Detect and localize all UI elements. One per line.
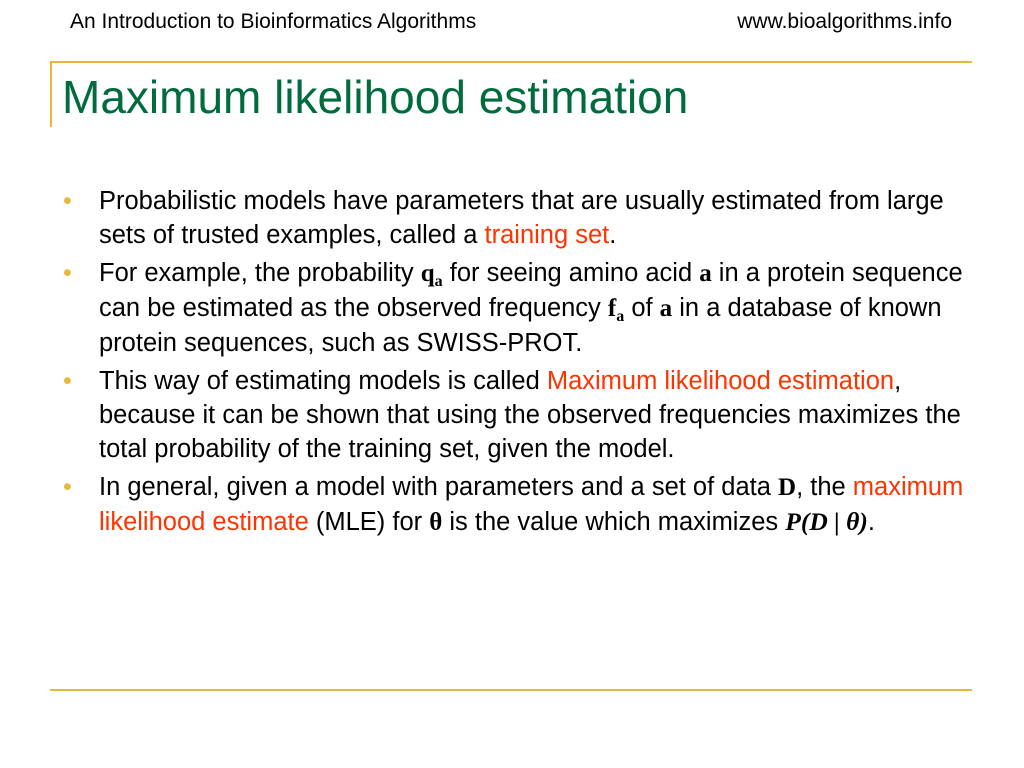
bullet-2-text-d: of [624, 294, 660, 322]
bullet-marker: • [63, 473, 72, 501]
title-side-divider [50, 61, 52, 127]
header-course-title: An Introduction to Bioinformatics Algorithms [70, 10, 477, 33]
bullet-4-text-e: . [867, 508, 875, 536]
bullet-marker: • [63, 187, 72, 215]
bullet-marker: • [63, 259, 72, 287]
bullet-4-text-a: In general, given a model with parameters and a set of data [99, 473, 778, 501]
symbol-f-a [607, 295, 625, 325]
top-divider [50, 61, 972, 63]
bullet-3-text-a: This way of estimating models is called [99, 367, 547, 395]
bullet-4-text-c: (MLE) for [308, 508, 430, 536]
term-maximum-likelihood-estimation: Maximum likelihood estimation [546, 367, 895, 395]
bullet-item-3 [60, 364, 965, 466]
bottom-divider [50, 689, 972, 691]
bullet-2-text-b: for seeing amino acid [442, 259, 700, 287]
bullet-1-text-b: . [609, 221, 617, 249]
symbol-a: a [699, 260, 712, 287]
bullet-1-text-a: Probabilistic models have parameters that are usually estimated from large sets of trusted examples, called a [99, 187, 944, 249]
bullet-2-text-e: in a database of known protein sequences, such as SWISS-PROT. [99, 294, 942, 357]
bullet-3-text-b: , because it can be shown that using the observed frequencies maximizes the total probability of the training set, given the model. [99, 367, 961, 463]
bullet-item-4 [60, 470, 965, 540]
symbol-q-a [420, 260, 443, 290]
bullet-4-text-d: is the value which maximizes [442, 508, 786, 536]
symbol-q: q [420, 260, 435, 287]
term-training-set: training set [484, 221, 610, 249]
bullet-list [60, 184, 965, 544]
slide-title: Maximum likelihood estimation [62, 71, 689, 123]
header-website: www.bioalgorithms.info [737, 10, 952, 33]
symbol-d: D [778, 474, 797, 501]
symbol-f-subscript: a [616, 308, 625, 325]
symbol-theta: θ [429, 509, 443, 536]
term-maximum-likelihood-estimate: maximum likelihood estimate [99, 473, 964, 536]
symbol-f: f [607, 295, 617, 322]
bullet-2-text-a: For example, the probability [99, 259, 421, 287]
expression-p-d-given-theta: P(D | θ) [785, 507, 868, 536]
symbol-a-second: a [659, 295, 673, 322]
bullet-2-text-c: in a protein sequence can be estimated as the observed frequency [99, 259, 963, 322]
symbol-q-subscript: a [434, 273, 443, 290]
bullet-item-1 [60, 184, 965, 252]
bullet-marker: • [63, 367, 72, 395]
bullet-item-2 [60, 256, 965, 360]
bullet-4-text-b: , the [796, 473, 853, 501]
